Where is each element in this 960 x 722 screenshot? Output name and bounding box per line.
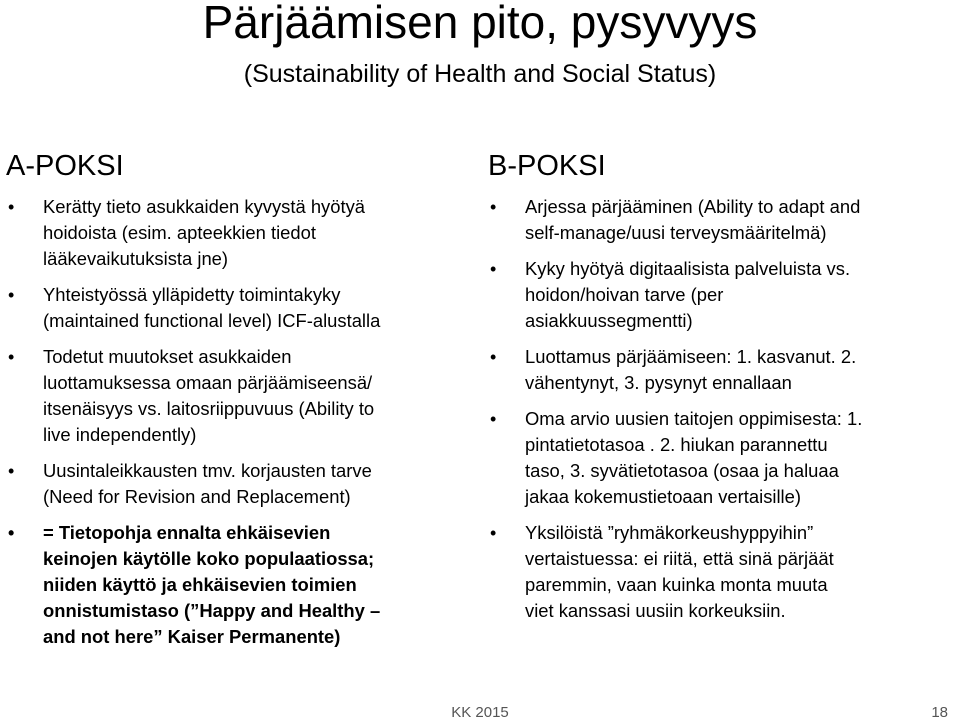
list-item-line: live independently) bbox=[43, 424, 197, 445]
b-poksi-list bbox=[488, 194, 956, 624]
a-poksi-list bbox=[6, 194, 461, 650]
list-item-line: Arjessa pärjääminen (Ability to adapt and bbox=[525, 196, 861, 217]
bullet-icon: • bbox=[490, 347, 497, 367]
list-item bbox=[488, 520, 956, 624]
list-item bbox=[6, 282, 461, 334]
list-item bbox=[6, 344, 461, 448]
bullet-icon: • bbox=[8, 523, 15, 543]
bullet-icon: • bbox=[8, 285, 15, 305]
list-item-line: lääkevaikutuksista jne) bbox=[43, 248, 229, 269]
list-item bbox=[6, 520, 461, 650]
b-poksi-column bbox=[488, 148, 956, 634]
page-number: 18 bbox=[931, 704, 948, 721]
footer-label: KK 2015 bbox=[451, 704, 509, 721]
list-item-line: (maintained functional level) ICF-alustalla bbox=[43, 310, 381, 331]
slide-title: Pärjäämisen pito, pysyvyys bbox=[202, 0, 758, 48]
list-item-line: Luottamus pärjäämiseen: 1. kasvanut. 2. bbox=[525, 346, 857, 367]
list-item-line: hoidon/hoivan tarve (per bbox=[525, 284, 724, 305]
list-item-line: jakaa kokemustietoaan vertaisille) bbox=[525, 486, 801, 507]
list-item bbox=[488, 344, 956, 396]
list-item-line: = Tietopohja ennalta ehkäisevien bbox=[43, 522, 331, 543]
list-item-line: pintatietotasoa . 2. hiukan parannettu bbox=[525, 434, 828, 455]
list-item-line: Oma arvio uusien taitojen oppimisesta: 1. bbox=[525, 408, 863, 429]
list-item-line: Yksilöistä ”ryhmäkorkeushyppyihin” bbox=[525, 522, 814, 543]
bullet-icon: • bbox=[8, 347, 15, 367]
bullet-icon: • bbox=[490, 409, 497, 429]
bullet-icon: • bbox=[490, 523, 497, 543]
list-item-line: vertaistuessa: ei riitä, että sinä pärjäät bbox=[525, 548, 834, 569]
list-item-line: self-manage/uusi terveysmääritelmä) bbox=[525, 222, 827, 243]
b-poksi-heading: B-POKSI bbox=[488, 150, 606, 182]
list-item-line: Kerätty tieto asukkaiden kyvystä hyötyä bbox=[43, 196, 365, 217]
list-item-line: onnistumistaso (”Happy and Healthy – bbox=[43, 600, 381, 621]
list-item-line: paremmin, vaan kuinka monta muuta bbox=[525, 574, 828, 595]
slide-subtitle: (Sustainability of Health and Social Status) bbox=[243, 60, 717, 88]
list-item-line: Yhteistyössä ylläpidetty toimintakyky bbox=[43, 284, 341, 305]
list-item bbox=[6, 194, 461, 272]
list-item bbox=[6, 458, 461, 510]
list-item-line: taso, 3. syvätietotasoa (osaa ja haluaa bbox=[525, 460, 839, 481]
list-item-line: (Need for Revision and Replacement) bbox=[43, 486, 351, 507]
a-poksi-column bbox=[6, 148, 461, 660]
bullet-icon: • bbox=[8, 197, 15, 217]
bullet-icon: • bbox=[490, 197, 497, 217]
list-item bbox=[488, 194, 956, 246]
list-item-line: Kyky hyötyä digitaalisista palveluista vs. bbox=[525, 258, 851, 279]
list-item-line: keinojen käytölle koko populaatiossa; bbox=[43, 548, 375, 569]
list-item-line: vähentynyt, 3. pysynyt ennallaan bbox=[525, 372, 792, 393]
list-item-line: niiden käyttö ja ehkäisevien toimien bbox=[43, 574, 357, 595]
list-item-line: hoidoista (esim. apteekkien tiedot bbox=[43, 222, 316, 243]
list-item-line: itsenäisyys vs. laitosriippuvuus (Ability to bbox=[43, 398, 375, 419]
list-item bbox=[488, 406, 956, 510]
list-item bbox=[488, 256, 956, 334]
bullet-icon: • bbox=[8, 461, 15, 481]
list-item-line: asiakkuussegmentti) bbox=[525, 310, 693, 331]
a-poksi-heading: A-POKSI bbox=[6, 150, 124, 182]
bullet-icon: • bbox=[490, 259, 497, 279]
list-item-line: Uusintaleikkausten tmv. korjausten tarve bbox=[43, 460, 372, 481]
list-item-line: Todetut muutokset asukkaiden bbox=[43, 346, 292, 367]
list-item-line: and not here” Kaiser Permanente) bbox=[43, 626, 341, 647]
list-item-line: viet kanssasi uusiin korkeuksiin. bbox=[525, 600, 786, 621]
list-item-line: luottamuksessa omaan pärjäämiseensä/ bbox=[43, 372, 373, 393]
